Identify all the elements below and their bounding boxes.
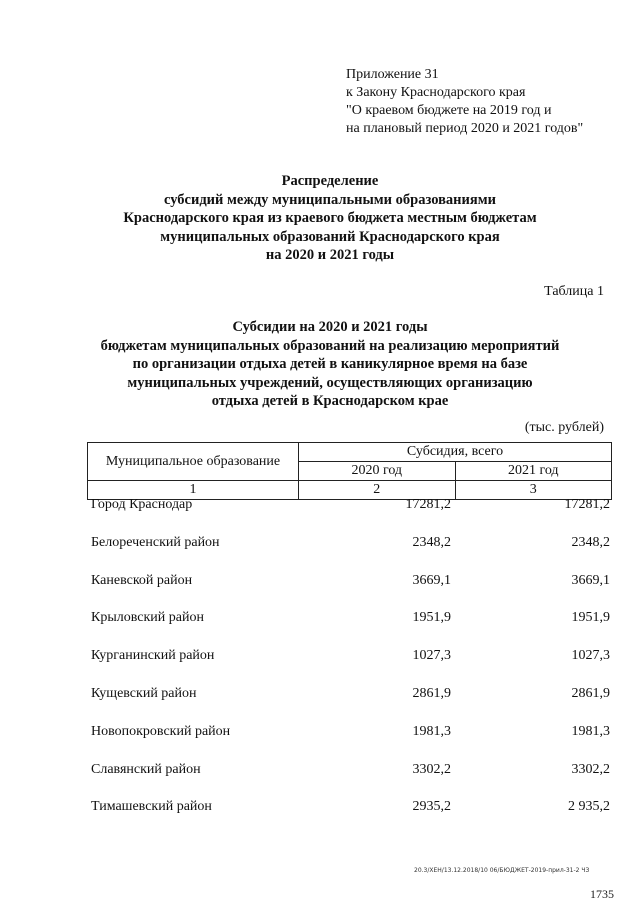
municipality-name: Кущевский район (91, 685, 197, 701)
value-2020: 3302,2 (412, 761, 451, 777)
header-municipality: Муниципальное образование (88, 443, 299, 481)
municipality-name: Курганинский район (91, 648, 215, 664)
municipality-name: Славянский район (91, 761, 201, 777)
appendix-line: на плановый период 2020 и 2021 годов" (346, 121, 584, 136)
table-row (87, 573, 612, 611)
value-2021: 2348,2 (571, 534, 610, 550)
subtitle-line: муниципальных учреждений, осуществляющих организацию (127, 374, 533, 391)
appendix-line: Приложение 31 (346, 67, 439, 82)
title-line: Краснодарского края из краевого бюджета местным бюджетам (123, 210, 537, 226)
table-label: Таблица 1 (544, 284, 604, 299)
header-col-number: 2 (299, 481, 456, 500)
title-line: муниципальных образований Краснодарского края (160, 228, 500, 245)
municipality-name: Каневской район (91, 572, 193, 588)
municipality-name: Тимашевский район (91, 799, 212, 815)
value-2021: 17281,2 (564, 497, 610, 512)
units-label: (тыс. рублей) (524, 420, 604, 435)
title-line: на 2020 и 2021 годы (265, 247, 395, 263)
value-2020: 1027,3 (412, 648, 451, 664)
table-title (70, 318, 590, 411)
value-2021: 3669,1 (571, 572, 610, 588)
value-2021: 1027,3 (571, 648, 610, 664)
value-2020: 2861,9 (412, 685, 451, 701)
title-line: Распределение (281, 173, 379, 189)
municipality-name: Крыловский район (91, 610, 204, 626)
subsidy-table (87, 497, 612, 837)
value-2021: 1951,9 (571, 610, 610, 626)
value-2021: 3302,2 (571, 761, 610, 777)
page-number: 1735 (590, 887, 614, 901)
subtitle-line: Субсидии на 2020 и 2021 годы (232, 319, 428, 335)
header-subsidy-total: Субсидия, всего (299, 443, 612, 462)
value-2021: 1981,3 (571, 723, 610, 739)
table-row (87, 724, 612, 762)
value-2020: 2348,2 (412, 534, 451, 550)
appendix-line: к Закону Краснодарского края (346, 85, 526, 100)
header-col-number: 1 (88, 481, 299, 500)
value-2020: 17281,2 (405, 497, 451, 512)
value-2020: 1951,9 (412, 610, 451, 626)
header-year-2020: 2020 год (299, 462, 456, 481)
header-col-number: 3 (455, 481, 612, 500)
municipality-name: Белореченский район (91, 534, 220, 550)
appendix-header (346, 66, 583, 138)
value-2021: 2861,9 (571, 685, 610, 701)
municipality-name: Город Краснодар (91, 497, 193, 512)
table-row (87, 799, 612, 837)
table-row (87, 610, 612, 648)
footer-doc-code: 20.3/ХЕН/13.12.2018/10 06/БЮДЖЕТ-2019-прил-31-2 ЧЗ (414, 867, 590, 874)
subtitle-line: по организации отдыха детей в каникулярное время на базе (132, 356, 528, 372)
value-2020: 2935,2 (412, 799, 451, 815)
table-row (87, 497, 612, 535)
table-row (87, 648, 612, 686)
table-row (87, 686, 612, 724)
table-row (87, 762, 612, 800)
subtitle-line: отдыха детей в Краснодарском крае (211, 393, 449, 409)
appendix-line: "О краевом бюджете на 2019 год и (346, 103, 552, 118)
subtitle-line: бюджетам муниципальных образований на реализацию мероприятий (100, 337, 560, 354)
value-2020: 3669,1 (412, 572, 451, 588)
table-header (87, 442, 612, 500)
title-line: субсидий между муниципальными образованиями (164, 191, 496, 208)
value-2020: 1981,3 (412, 723, 451, 739)
table-row (87, 535, 612, 573)
municipality-name: Новопокровский район (91, 723, 231, 739)
document-title (90, 172, 570, 265)
value-2021: 2 935,2 (568, 799, 610, 815)
header-year-2021: 2021 год (455, 462, 612, 481)
